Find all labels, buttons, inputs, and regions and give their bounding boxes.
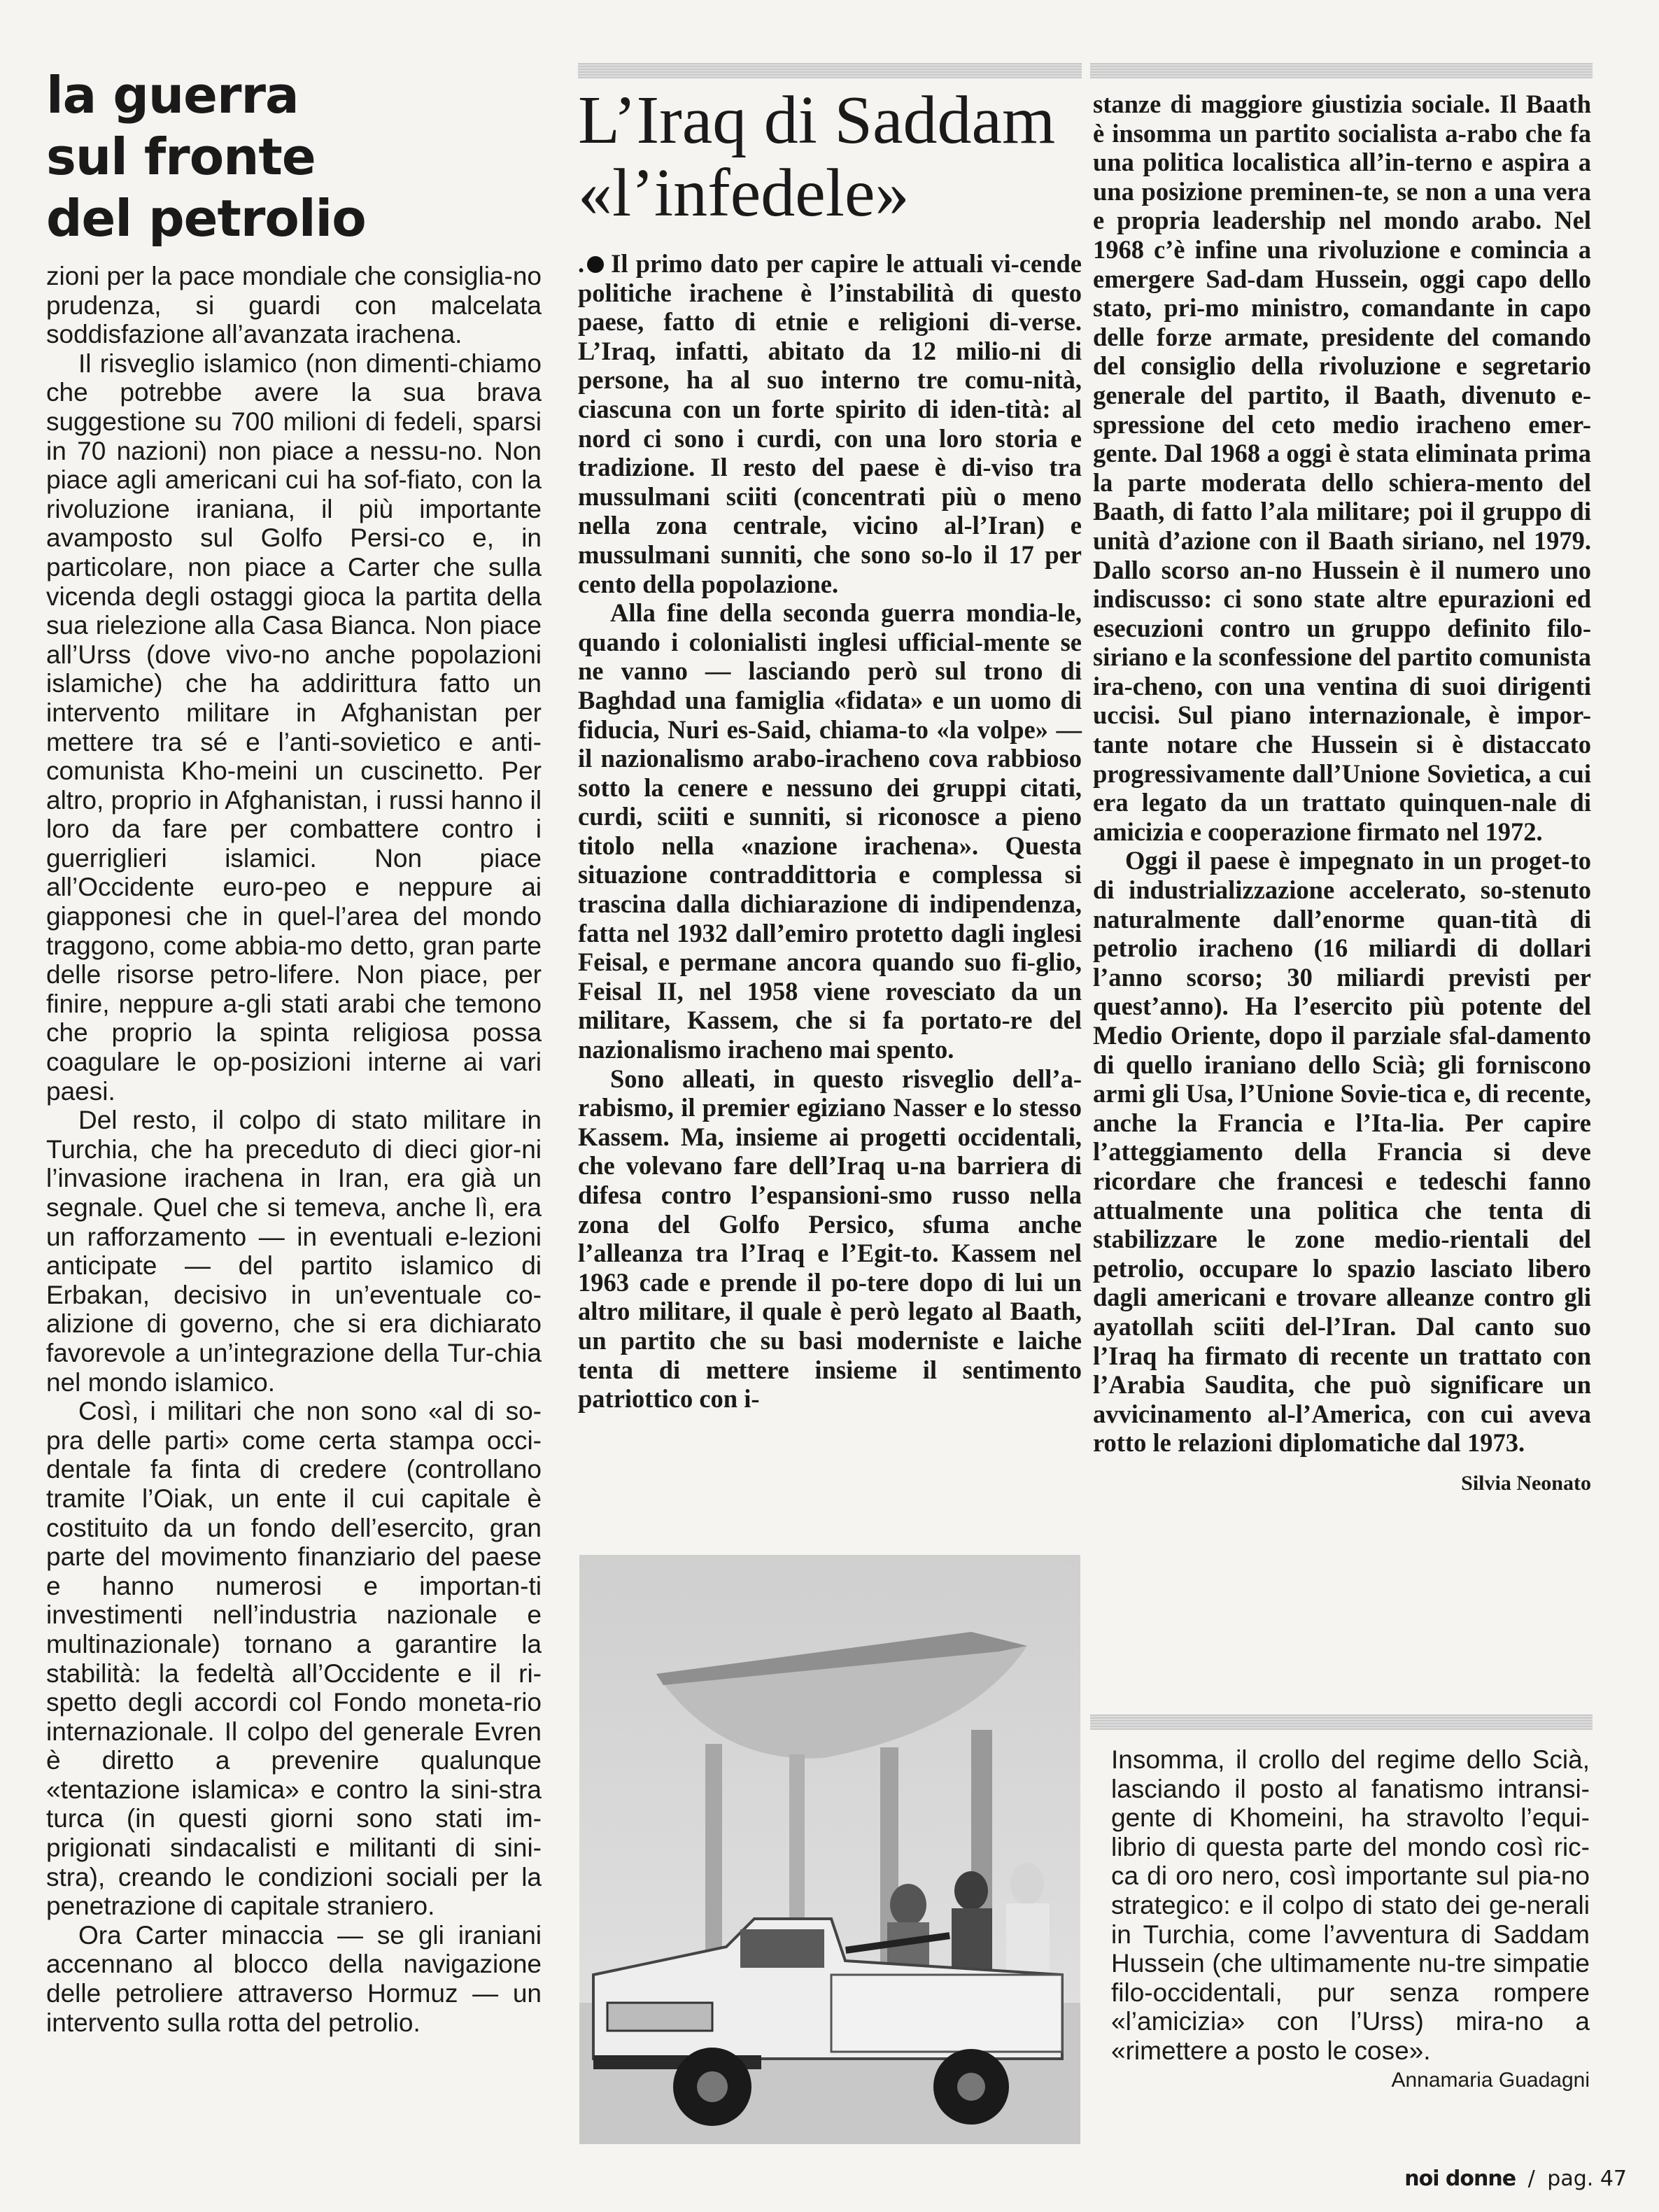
- paragraph: zioni per la pace mondiale che consiglia-no prudenza, si guardi con malcelata soddisfazione all’avanzata irachena.: [46, 262, 542, 349]
- bullet-icon: [587, 256, 604, 273]
- middle-column: [578, 84, 1082, 1414]
- paragraph: Alla fine della seconda guerra mondia-le, quando i colonialisti inglesi ufficial-mente se ne vanno — lasciando però sul trono di Baghdad una famiglia «fidata» e un uomo di fiducia, Nuri es-Said, chiama-to «la volpe» — il nazionalismo arabo-iracheno cova rabbioso sotto la cenere e nessuno dei gruppi citati, curdi, sciiti e sunniti, si riconosce a pieno titolo nella «nazione irachena». Questa situazione contraddittoria e complessa si trascina dalla dichiarazione di indipendenza, fatta nel 1932 dall’emiro protetto dagli inglesi Feisal, e permane ancora quando suo fi-glio, Feisal II, nel 1958 viene rovesciato da un militare, Kassem, che si fa portato-re del nazionalismo iracheno mai spento.: [578, 598, 1082, 1064]
- footer-separator: /: [1527, 2167, 1535, 2191]
- paragraph: Oggi il paese è impegnato in un proget-to di industrializzazione accelerato, so-stenuto naturalmente dall’enorme quan-tità di petrolio iracheno (16 miliardi di dollari l’anno scorso; 30 miliardi previsti per quest’anno). Ha l’esercito più potente del Medio Oriente, dopo il parziale sfal-damento di quello iraniano dello Scià; gli forniscono armi gli Usa, l’Unione Sovie-tica e, di recente, anche la Francia e l’Ita-lia. Per capire l’atteggiamento della Francia si deve ricordare che francesi e tedeschi fanno attualmente una politica che tenta di stabilizzare le zone medio-rientali del petrolio, occupare lo spazio lasciato libero dagli americani e trovare alleanze contro gli ayatollah sciiti del-l’Iran. Dal canto suo l’Iraq ha firmato di recente un trattato con l’Arabia Saudita, che può significare un avvicinamento al-l’America, con cui aveva rotto le relazioni diplomatiche dal 1973.: [1093, 846, 1591, 1458]
- paragraph: Ora Carter minaccia — se gli iraniani accennano al blocco della navigazione delle petroliere attraverso Hormuz — un intervento sulla rotta del petrolio.: [46, 1920, 542, 2037]
- author-signature: Silvia Neonato: [1461, 1471, 1591, 1495]
- middle-article-body: [578, 249, 1082, 1414]
- headline-line: la guerra: [46, 66, 299, 125]
- boxed-paragraph: Insomma, il crollo del regime dello Scià, lasciando il posto al fanatismo intransi-gente di Khomeini, ha stravolto l’equi-librio di questa parte del mondo così ric-ca di oro nero, così importante sul pia-no strategico: e il colpo di stato dei ge-nerali in Turchia, come l’avventura di Saddam Hussein (che ultimamente nu-tre simpatie filo-occidentali, pur senza rompere «l’amicizia» con l’Urss) mira-no a «rimettere a posto le cose».: [1111, 1745, 1590, 2065]
- page-number: pag. 47: [1547, 2167, 1627, 2191]
- article-title-line: L’Iraq di Saddam: [578, 83, 1056, 158]
- lead-text: Il primo dato per capire le attuali vi-cende politiche irachene è l’instabilità di questo paese, fatto di etnie e religioni di-verse. L’Iraq, infatti, abitato da 12 milio-ni di persone, ha al suo interno tre comu-nità, ciascuna con un forte spirito di iden-tità: al nord ci sono i curdi, con una loro storia e tradizione. Il resto del paese è di-viso tra mussulmani sciiti (concentrati più o meno nella zona centrale, vicino al-l’Iran) e mussulmani sunniti, che sono so-lo il 17 per cento della popolazione.: [578, 249, 1082, 598]
- box-rule: [1090, 1714, 1593, 1730]
- paragraph: stanze di maggiore giustizia sociale. Il Baath è insomma un partito socialista a-rabo che fa una politica localistica all’in-terno e aspira a una posizione preminen-te, se non a una vera e propria leadership nel mondo arabo. Nel 1968 c’è infine una rivoluzione e comincia a emergere Sad-dam Hussein, oggi capo dello stato, pri-mo ministro, comandante in capo delle forze armate, presidente del comando del consiglio della rivoluzione e segretario generale del partito, il Baath, divenuto e-spressione del ceto medio iracheno emer-gente. Dal 1968 a oggi è stata eliminata prima la parte moderata dello schiera-mento del Baath, di fatto l’ala militare; poi il gruppo di unità d’azione con il Baath siriano, nel 1979. Dallo scorso an-no Hussein è il numero uno indiscusso: ci sono state altre epurazioni ed esecuzioni contro un gruppo definito filo-siriano e la sconfessione del partito comunista ira-cheno, con una ventina di suoi dirigenti uccisi. Sul piano internazionale, è impor-tante notare che Hussein si è distaccato progressivamente dall’Unione Sovietica, a cui era legato da un trattato quinquen-nale di amicizia e cooperazione firmato nel 1972.: [1093, 90, 1591, 846]
- photo-pickup-truck-icon: [579, 1555, 1080, 2144]
- page-footer: [1404, 2167, 1627, 2191]
- paragraph: Il risveglio islamico (non dimenti-chiamo che potrebbe avere la sua brava suggestione su 700 milioni di fedeli, sparsi in 70 nazioni) non piace a nessu-no. Non piace agli americani cui ha sof-fiato, con la rivoluzione iraniana, il più importante avamposto sul Golfo Persi-co e, in particolare, non piace a Carter che sulla vicenda degli ostaggi gioca la partita della sua rielezione alla Casa Bianca. Non piace all’Urss (dove vivo-no anche popolazioni islamiche) che ha addirittura fatto un intervento militare in Afghanistan per mettere tra sé e l’anti-sovietico e anti-comunista Kho-meini un cuscinetto. Per altro, proprio in Afghanistan, i russi hanno il loro da fare per combattere contro i guerriglieri islamici. Non piace all’Occidente euro-peo e neppure ai giapponesi che in quel-l’area del mondo traggono, come abbia-mo detto, gran parte delle risorse petro-lifere. Non piace, per finire, neppure a-gli stati arabi che temono che proprio la spinta religiosa possa coagulare le op-posizioni interne ai vari paesi.: [46, 348, 542, 1106]
- headline-line: del petrolio: [46, 189, 366, 248]
- paragraph: Sono alleati, in questo risveglio dell’a-rabismo, il premier egiziano Nasser e lo stesso Kassem. Ma, insieme ai progetti occidentali, che volevano fare dell’Iraq u-na barriera di difesa contro l’espansioni-smo russo nella zona del Golfo Persico, sfuma anche l’alleanza tra l’Iraq e l’Egit-to. Kassem nel 1963 cade e prende il po-tere dopo di lui un altro militare, il quale è però legato al Baath, un partito che su basi moderniste e laiche tenta di mettere insieme il sentimento patriottico con i-: [578, 1064, 1082, 1414]
- left-article-body: [46, 262, 542, 2037]
- right-article-body: [1093, 90, 1591, 1458]
- magazine-brand: noi donne: [1404, 2167, 1516, 2191]
- lead-prefix: .: [578, 249, 585, 278]
- top-rule-right: [1090, 63, 1593, 78]
- article-title-line: «l’infedele»: [578, 155, 910, 231]
- paragraph: Così, i militari che non sono «al di so-pra delle parti» come certa stampa occi-dentale fa finta di credere (controllano tramite l’Oiak, un ente il cui capitale è costituito da un fondo dell’esercito, gran parte del movimento finanziario del paese e hanno numerosi e importan-ti investimenti nell’industria nazionale e multinazionale) tornano a garantire la stabilità: la fedeltà all’Occidente e il ri-spetto degli accordi col Fondo moneta-rio internazionale. Il colpo del generale Evren è diretto a prevenire qualunque «tentazione islamica» e contro la sini-stra turca (in questi giorni sono stati im-prigionati sindacalisti e militanti di sini-stra), creando le condizioni sociali per la penetrazione di capitale straniero.: [46, 1397, 542, 1921]
- headline: [46, 64, 542, 249]
- left-column: [46, 64, 542, 2037]
- paragraph: Del resto, il colpo di stato militare in Turchia, che ha preceduto di dieci gior-ni l’invasione irachena in Iran, era già un segnale. Quel che si temeva, anche lì, era un rafforzamento — in eventuali e-lezioni anticipate — del partito islamico di Erbakan, decisivo in un’eventuale co-alizione di governo, che si era dichiarato favorevole a un’integrazione della Tur-chia nel mondo islamico.: [46, 1106, 542, 1397]
- article-title: [578, 84, 1082, 230]
- headline-line: sul fronte: [46, 127, 316, 186]
- right-column: [1093, 90, 1591, 1495]
- boxed-text: [1111, 1745, 1590, 2066]
- photo: [579, 1555, 1080, 2144]
- lead-paragraph: [578, 249, 1082, 598]
- boxed-commentary: [1111, 1745, 1590, 2092]
- boxed-signature: Annamaria Guadagni: [1391, 2068, 1590, 2092]
- top-rule-middle: [578, 63, 1082, 78]
